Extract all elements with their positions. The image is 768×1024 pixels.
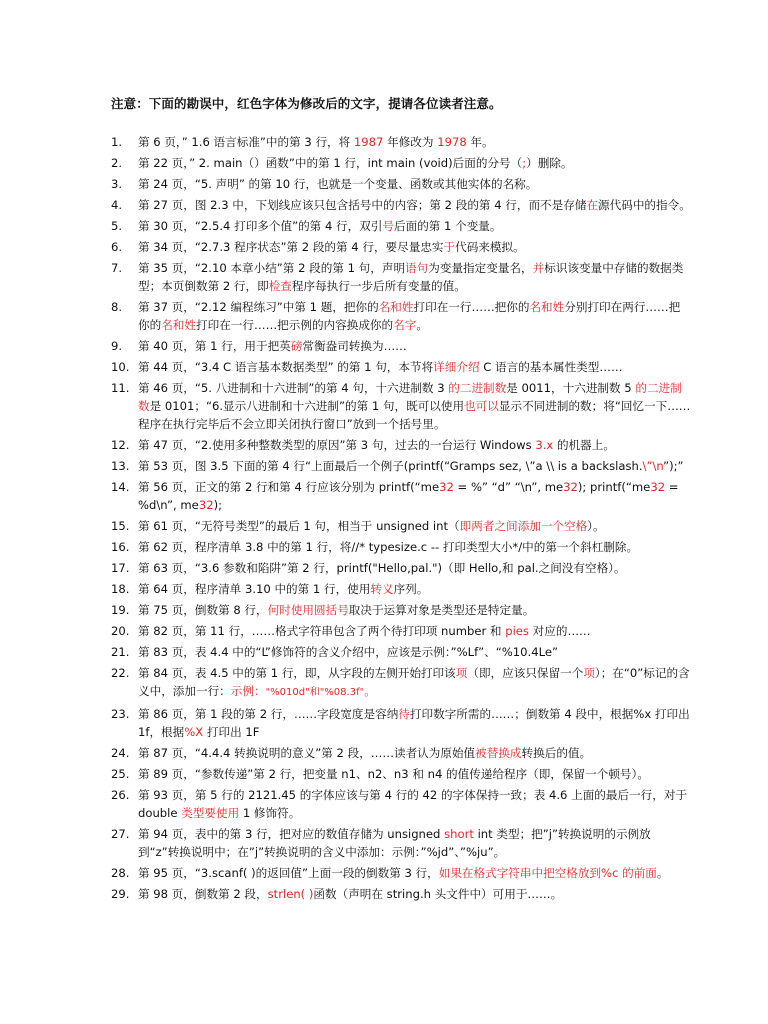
errata-item <box>111 436 691 454</box>
item-number: 12. <box>111 438 130 452</box>
item-text-segment: 打印出 1F <box>203 725 260 739</box>
item-text-segment: = %d\n”, me <box>138 480 679 512</box>
correction-text: 在 <box>586 198 599 212</box>
item-text-segment: 函数（声明在 string.h 头文件中）可用于……。 <box>313 887 563 901</box>
correction-text: 名和姓 <box>378 300 414 314</box>
correction-text: 名和姓 <box>529 300 565 314</box>
correction-text: 并 <box>532 261 545 275</box>
item-text-segment: int 类型；把”j”转换说明的示例放到“z”转换说明中；在”j”转换说明的含义中添加：示例：”%jd”、”%ju”。 <box>138 827 651 859</box>
item-number: 19. <box>111 603 130 617</box>
item-text-segment: 是 0101；“6.显示八进制和十六进制”的第 1 句，既可以使用 <box>149 399 465 413</box>
item-text <box>138 261 683 293</box>
correction-text: 检查 <box>268 279 292 293</box>
item-text <box>138 438 615 452</box>
item-text-segment: 第 22 页，” 2. main（）函数”中的第 1 行，int main (void)后面的分号（ <box>138 156 523 170</box>
errata-item <box>111 133 691 151</box>
item-text-segment: 第 89 页，“参数传递”第 2 行，把变量 n1、n2、n3 和 n4 的值传递给程序（即，保留一个顿号）。 <box>138 767 649 781</box>
item-text <box>138 300 680 332</box>
correction-text: 号 <box>382 219 394 233</box>
item-number: 21. <box>111 645 130 659</box>
item-text-segment: 第 6 页，” 1.6 语言标准”中的第 3 行，将 <box>138 135 354 149</box>
item-number: 3. <box>111 177 123 191</box>
item-text <box>138 746 591 760</box>
item-text <box>138 866 669 880</box>
item-text-segment: 第 98 页，倒数第 2 段， <box>138 887 268 901</box>
correction-text: ; <box>522 156 527 170</box>
correction-text: 被替换成 <box>475 746 522 760</box>
item-text <box>138 827 651 859</box>
errata-item <box>111 538 691 556</box>
item-text <box>138 645 558 659</box>
item-text-segment: 年。 <box>466 135 494 149</box>
item-text <box>138 788 687 820</box>
errata-item <box>111 175 691 193</box>
item-text <box>138 540 638 554</box>
correction-text: 待 <box>398 707 410 721</box>
item-text <box>138 561 626 575</box>
item-text-segment: ）删除。 <box>526 156 573 170</box>
item-text-segment: 第 75 页，倒数第 8 行， <box>138 603 268 617</box>
errata-item <box>111 379 691 433</box>
item-text-segment: 第 87 页，“4.4.4 转换说明的意义”第 2 段，……读者认为原始值 <box>138 746 476 760</box>
correction-text: \”\n <box>642 459 664 473</box>
item-number: 13. <box>111 459 130 473</box>
errata-item <box>111 705 691 741</box>
item-number: 2. <box>111 156 123 170</box>
item-text <box>138 198 691 212</box>
correction-text: 。 <box>364 684 376 698</box>
item-number: 22. <box>111 666 130 680</box>
item-text-segment: 程序每执行一步后所有变量的值。 <box>291 279 466 293</box>
errata-item <box>111 765 691 783</box>
item-text-segment: 显示不同进制的数；将“回忆一下……程序在执行完毕后不会立即关闭执行窗口”放到一个括号里。 <box>138 399 691 431</box>
item-text-segment: 第 37 页，“2.12 编程练习”中第 1 题，把你的 <box>138 300 379 314</box>
item-text-segment: 是 0011，十六进制数 5 <box>506 381 636 395</box>
item-text-segment: 第 83 页，表 4.4 中的“L”修饰符的含义介绍中，应该是示例：”%Lf”、“%10.4Le” <box>138 645 559 659</box>
item-text-segment: 代码来模拟。 <box>455 240 525 254</box>
item-text <box>138 480 678 512</box>
item-text-segment: 第 24 页，“5. 声明” 的第 10 行，也就是 <box>138 177 352 191</box>
item-text <box>138 135 494 149</box>
correction-text: 即两者之间添加一个空格 <box>459 519 588 533</box>
correction-text: pies <box>505 624 529 638</box>
errata-item <box>111 559 691 577</box>
item-text <box>138 459 684 473</box>
errata-item <box>111 457 691 475</box>
correction-text: 1978 <box>437 135 467 149</box>
errata-item <box>111 664 691 702</box>
item-text-segment: 打印数字所需的……；倒数第 4 段中，根据%x 打印出 1f，根据 <box>138 707 690 739</box>
errata-list <box>111 133 691 906</box>
item-text-segment: 第 35 页，“2.10 本章小结”第 2 段的第 1 句，声明 <box>138 261 406 275</box>
item-number: 16. <box>111 540 130 554</box>
item-text <box>138 624 591 638</box>
item-text <box>138 666 690 698</box>
item-text <box>138 519 605 533</box>
item-text-segment: 1 修饰符。 <box>239 806 301 820</box>
item-text <box>138 177 537 191</box>
notice-heading: 注意：下面的勘误中，红色字体为修改后的文字，提请各位读者注意。 <box>111 96 502 111</box>
item-text-segment: 常衡盎司转换为…… <box>302 339 407 353</box>
item-text-segment: 第 34 页，“2.7.3 程序状态”第 2 段的第 4 行，要尽量忠实 <box>138 240 444 254</box>
item-text-segment: ”);” <box>663 459 684 473</box>
item-text <box>138 339 407 353</box>
correction-text: 也可以 <box>464 399 499 413</box>
item-number: 26. <box>111 788 130 802</box>
correction-text: 语句 <box>405 261 429 275</box>
item-text-segment: 第 47 页，“2.使用多种整数类型的原因”第 3 句，过去的一台运行 Windows <box>138 438 536 452</box>
errata-item <box>111 864 691 882</box>
correction-text: 名和姓 <box>161 318 196 332</box>
item-text <box>138 707 690 739</box>
item-number: 14. <box>111 480 130 494</box>
item-number: 11. <box>111 381 130 395</box>
item-text-segment: 打印在一行……把示例的内容换成你的 <box>196 318 394 332</box>
item-text <box>138 360 623 374</box>
item-number: 23. <box>111 707 130 721</box>
item-text-segment: 第 44 页，“3.4 C 语言基本数据类型” 的第 1 句，本节将 <box>138 360 434 374</box>
correction-text: short <box>444 827 474 841</box>
correction-text: 32 <box>439 480 454 494</box>
item-text-segment: 第 86 页，第 1 段的第 2 行，……字段宽度是容纳 <box>138 707 399 721</box>
errata-item <box>111 238 691 256</box>
item-text-segment: 的机器上。 <box>553 438 615 452</box>
item-text-segment: 第 62 页，程序清单 3.8 中的第 1 行，将//* typesize.c -- 打印类型大小*/中的第一个斜杠删除。 <box>138 540 639 554</box>
item-text-segment: 转换后的值。 <box>521 746 592 760</box>
item-text-segment: （即，应该只保留一个 <box>467 666 584 680</box>
correction-text: 项 <box>455 666 468 680</box>
item-number: 1. <box>111 135 123 149</box>
item-text <box>138 240 525 254</box>
item-text-segment: 。 <box>656 866 669 880</box>
correction-text: 3.x <box>535 438 554 452</box>
errata-item <box>111 744 691 762</box>
item-text-segment: 源代码中的指令。 <box>598 198 691 212</box>
errata-item <box>111 478 691 514</box>
item-text <box>138 887 562 901</box>
correction-text: 何时使用圆括号 <box>267 603 349 617</box>
correction-text: 磅 <box>290 339 303 353</box>
item-text <box>138 219 502 233</box>
correction-text: 示例： <box>230 684 266 698</box>
correction-text: 32 <box>650 480 666 494</box>
errata-item <box>111 786 691 822</box>
errata-item <box>111 298 691 334</box>
correction-text: 详细介绍 <box>433 360 480 374</box>
item-text-segment: = %” “d” “\n”, me <box>453 480 564 494</box>
item-text-segment: 第 27 页，图 2.3 中，下划线应该只包含括号中的内容；第 2 段的第 4 行，而不是存储 <box>138 198 587 212</box>
item-text-segment: 第 40 页，第 1 行，用于把英 <box>138 339 291 353</box>
errata-item <box>111 358 691 376</box>
item-number: 4. <box>111 198 123 212</box>
item-text-segment: 第 53 页，图 3.5 下面的第 4 行“上面最后一个例子(printf(“Gramps sez, \”a \\ is a backslash. <box>138 459 643 473</box>
item-number: 8. <box>111 300 123 314</box>
item-text-segment: 。 <box>416 318 428 332</box>
item-number: 28. <box>111 866 130 880</box>
item-number: 15. <box>111 519 130 533</box>
item-text-segment: 第 64 页，程序清单 3.10 中的第 1 行，使用 <box>138 582 371 596</box>
correction-text: 32 <box>198 498 214 512</box>
errata-item <box>111 259 691 295</box>
item-number: 10. <box>111 360 130 374</box>
item-text-segment: ）。 <box>587 519 605 533</box>
item-number: 6. <box>111 240 123 254</box>
correction-text: 项 <box>583 666 595 680</box>
errata-item <box>111 622 691 640</box>
item-number: 9. <box>111 339 123 353</box>
errata-item <box>111 154 691 172</box>
item-number: 24. <box>111 746 130 760</box>
errata-item <box>111 643 691 661</box>
item-text-segment: 第 93 页，第 5 行的 2121.45 的字体应该与第 4 行的 42 的字体保持一致；表 4.6 上面的最后一行，对于 double <box>138 788 688 820</box>
item-number: 27. <box>111 827 130 841</box>
item-number: 17. <box>111 561 130 575</box>
item-text <box>138 156 573 170</box>
correction-text: 的二进制数 <box>448 381 507 395</box>
errata-item <box>111 217 691 235</box>
correction-text: 类型要使用 <box>181 806 240 820</box>
item-number: 5. <box>111 219 123 233</box>
item-text-segment: 后面的第 1 个变量。 <box>394 219 502 233</box>
item-number: 18. <box>111 582 130 596</box>
item-text-segment: 第 56 页，正文的第 2 行和第 4 行应该分别为 printf(“me <box>138 480 440 494</box>
item-text-segment: 为变量指定变量名， <box>428 261 533 275</box>
item-text-segment: 取决于运算对象是类型还是特定量。 <box>348 603 535 617</box>
item-text-segment: 第 63 页，“3.6 参数和陷阱”第 2 行，printf("Hello,pal.")（即 Hello,和 pal.之间没有空格）。 <box>138 561 626 575</box>
item-number: 20. <box>111 624 130 638</box>
correction-text: 于 <box>443 240 456 254</box>
item-text <box>138 381 690 431</box>
errata-item <box>111 601 691 619</box>
item-text-segment: 年修改为 <box>383 135 438 149</box>
correction-text: 如果在格式字符串中把空格放到%c 的前面 <box>438 866 657 880</box>
errata-item <box>111 580 691 598</box>
errata-item <box>111 885 691 903</box>
correction-text: 1987 <box>353 135 384 149</box>
correction-text: 名字 <box>393 318 417 332</box>
errata-item <box>111 517 691 535</box>
correction-text: 一 <box>351 177 364 191</box>
item-text-segment: 第 95 页，“3.scanf( )的返回值”上面一段的倒数第 3 行， <box>138 866 439 880</box>
errata-item <box>111 825 691 861</box>
correction-text: 转义 <box>370 582 394 596</box>
item-text-segment: 第 61 页，“无符号类型”的最后 1 句，相当于 unsigned int（ <box>138 519 460 533</box>
item-number: 29. <box>111 887 130 901</box>
item-text-segment: 第 84 页，表 4.5 中的第 1 行，即，从字段的左侧开始打印该 <box>138 666 456 680</box>
item-number: 7. <box>111 261 123 275</box>
item-text-segment: 标识该变量中存储的数据类型；本页倒数第 2 行，即 <box>138 261 684 293</box>
item-text-segment: ); <box>213 498 223 512</box>
item-text-segment: 打印在一行……把你的 <box>413 300 530 314</box>
item-text <box>138 767 649 781</box>
errata-item <box>111 337 691 355</box>
item-text-segment: 第 30 页，“2.5.4 打印多个值”的第 4 行，双引 <box>138 219 383 233</box>
item-text-segment: ); printf(“me <box>577 480 651 494</box>
item-text-segment: 对应的…… <box>528 624 591 638</box>
item-text <box>138 603 534 617</box>
item-text-segment: 分别打印在两行……把你的 <box>138 300 681 332</box>
errata-item <box>111 196 691 214</box>
item-text-segment: C 语言的基本属性类型…… <box>479 360 623 374</box>
item-text-segment: 序列。 <box>393 582 429 596</box>
correction-text: 的二进制数 <box>138 381 682 413</box>
item-text-segment: 个变量、函数或其他实体的名称。 <box>363 177 538 191</box>
item-number: 25. <box>111 767 130 781</box>
item-text-segment: ）；在“0”标记的含义中，添加一行： <box>138 666 690 698</box>
item-text-segment: 第 82 页，第 11 行，……格式字符串包含了两个待打印项 number 和 <box>138 624 506 638</box>
correction-text: strlen( ) <box>267 887 314 901</box>
item-text-segment: 第 46 页，“5. 八进制和十六进制”的第 4 句，十六进制数 3 <box>138 381 449 395</box>
correction-text: "%010d"和"%08.3f" <box>265 687 365 698</box>
item-text-segment: 第 94 页，表中的第 3 行，把对应的数值存储为 unsigned <box>138 827 445 841</box>
correction-text: 32 <box>563 480 578 494</box>
correction-text: %X <box>184 725 204 739</box>
item-text <box>138 582 428 596</box>
